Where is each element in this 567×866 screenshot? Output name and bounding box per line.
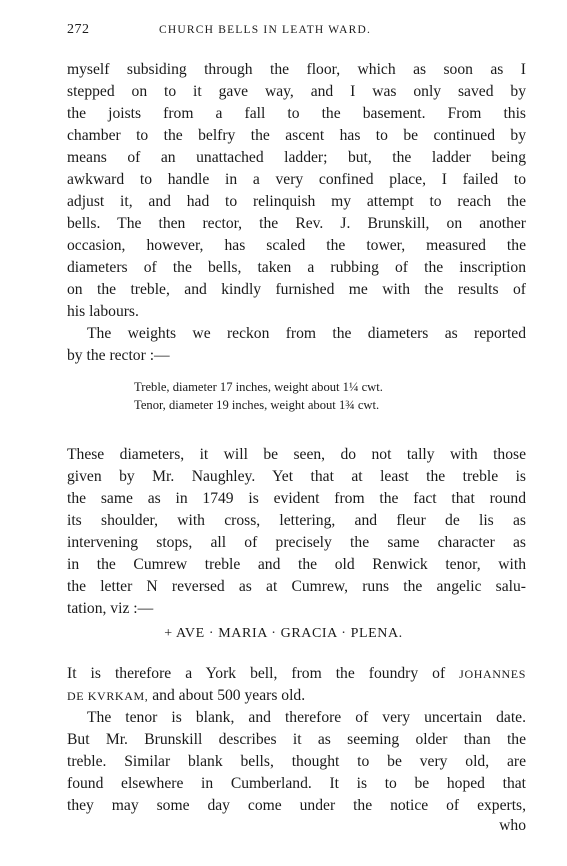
founder-name: DE KVRKAM, bbox=[67, 689, 149, 703]
text-line bbox=[67, 663, 526, 685]
text-line: occasion, however, has scaled the tower, measured the bbox=[67, 237, 526, 254]
text-span: and about 500 years old. bbox=[148, 687, 306, 704]
text-line: by the rector :— bbox=[67, 347, 170, 364]
page-header bbox=[67, 22, 527, 42]
text-line: given by Mr. Naughley. Yet that at least the treble is bbox=[67, 468, 526, 485]
text-line: treble. Similar blank bells, thought to be very old, are bbox=[67, 753, 526, 770]
text-line: on the treble, and kindly furnished me with the results of bbox=[67, 281, 526, 298]
text-line: chamber to the belfry the ascent has to be continued by bbox=[67, 127, 526, 144]
text-line: the joists from a fall to the basement. From this bbox=[67, 105, 526, 122]
text-line: These diameters, it will be seen, do not tally with those bbox=[67, 446, 526, 463]
text-line: found elsewhere in Cumberland. It is to be hoped that bbox=[67, 775, 526, 792]
text-line: adjust it, and had to relinquish my attempt to reach the bbox=[67, 193, 526, 210]
text-line: intervening stops, all of precisely the same character as bbox=[67, 534, 526, 551]
text-line: its shoulder, with cross, lettering, and fleur de lis as bbox=[67, 512, 526, 529]
text-line: in the Cumrew treble and the old Renwick tenor, with bbox=[67, 556, 526, 573]
text-span: It is therefore a York bell, from the foundry of bbox=[67, 665, 446, 682]
running-head: CHURCH BELLS IN LEATH WARD. bbox=[159, 24, 372, 36]
founder-name: JOHANNES bbox=[459, 667, 526, 681]
bell-inscription: + AVE · MARIA · GRACIA · PLENA. bbox=[164, 626, 403, 641]
text-line: means of an unattached ladder; but, the ladder being bbox=[67, 149, 526, 166]
text-line: diameters of the bells, taken a rubbing of the inscription bbox=[67, 259, 526, 276]
catchword: who bbox=[499, 817, 526, 834]
text-line: The tenor is blank, and therefore of very uncertain date. bbox=[87, 709, 526, 726]
weight-entry: Tenor, diameter 19 inches, weight about 1¾ cwt. bbox=[134, 398, 380, 412]
text-line: the letter N reversed as at Cumrew, runs the angelic salu- bbox=[67, 578, 526, 595]
text-line: the same as in 1749 is evident from the fact that round bbox=[67, 490, 526, 507]
text-line: bells. The then rector, the Rev. J. Brunskill, on another bbox=[67, 215, 526, 232]
text-line: tation, viz :— bbox=[67, 600, 154, 617]
text-line: his labours. bbox=[67, 303, 139, 320]
text-line: The weights we reckon from the diameters as reported bbox=[87, 325, 526, 342]
page-number: 272 bbox=[67, 22, 90, 37]
weight-entry: Treble, diameter 17 inches, weight about 1¼ cwt. bbox=[134, 380, 383, 394]
text-line bbox=[67, 685, 526, 707]
text-line: awkward to handle in a very confined place, I failed to bbox=[67, 171, 526, 188]
text-line: they may some day come under the notice of experts, bbox=[67, 797, 526, 814]
text-line: myself subsiding through the floor, which as soon as I bbox=[67, 61, 526, 78]
text-line: stepped on to it gave way, and I was only saved by bbox=[67, 83, 526, 100]
text-line: But Mr. Brunskill describes it as seeming older than the bbox=[67, 731, 526, 748]
